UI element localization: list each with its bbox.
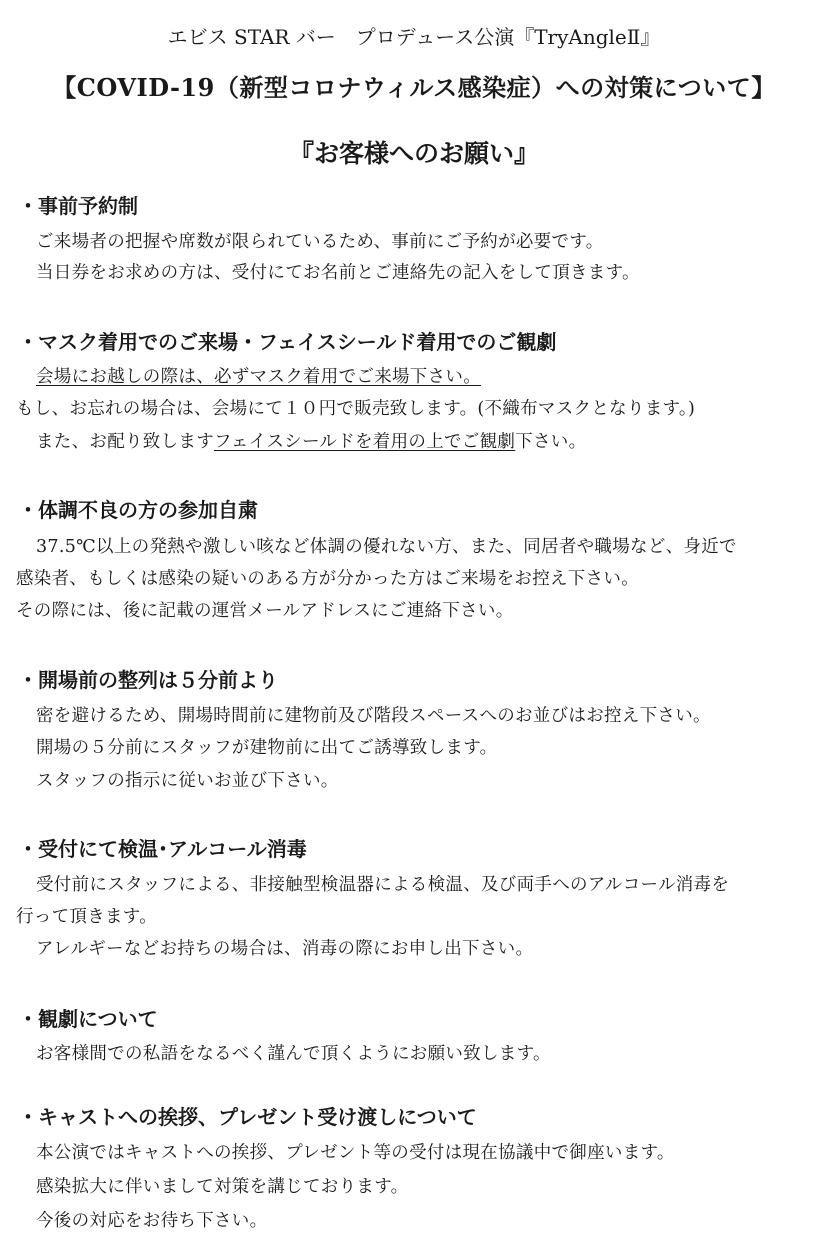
section-line: その際には、後に記載の運営メールアドレスにご連絡下さい。 [16,601,514,621]
underlined-line: 会場にお越しの際は、必ずマスク着用でご来場下さい。 [36,367,481,387]
section-heading: ・マスク着用でのご来場・フェイスシールド着用でのご観劇 [18,330,557,354]
section-line: 受付前にスタッフによる、非接触型検温器による検温、及び両手へのアルコール消毒を [36,875,730,895]
section-line: 本公演ではキャストへの挨拶、プレゼント等の受付は現在協議中で御座います。 [36,1143,675,1163]
section-heading: ・観劇について [18,1007,158,1031]
section-heading: ・キャストへの挨拶、プレゼント受け渡しについて [18,1105,477,1129]
section-heading: ・事前予約制 [18,194,138,218]
section-line: 感染者、もしくは感染の疑いのある方が分かった方はご来場をお控え下さい。 [16,569,639,589]
line-text: 下さい。 [515,432,587,452]
page-subtitle: 『お客様へのお願い』 [288,139,539,168]
event-caption: エビス STAR バー プロデュース公演『TryAngleⅡ』 [167,25,661,49]
section-heading: ・体調不良の方の参加自粛 [18,498,258,522]
section-line: 当日券をお求めの方は、受付にてお名前とご連絡先の記入をして頂きます。 [36,263,640,283]
section-line [36,428,586,453]
section-line: お客様間での私語をなるべく謹んで頂くようにお願い致します。 [36,1044,551,1064]
underlined-text: フェイスシールドを着用の上でご観劇 [214,432,516,452]
section-line: 開場の５分前にスタッフが建物前に出てご誘導致します。 [36,738,498,758]
section-line: アレルギーなどお持ちの場合は、消毒の際にお申し出下さい。 [36,939,534,959]
section-line: 37.5℃以上の発熱や激しい咳など体調の優れない方、また、同居者や職場など、身近で [36,537,737,557]
page-title: 【COVID-19（新型コロナウィルス感染症）への対策について】 [52,73,776,102]
section-line: 密を避けるため、開場時間前に建物前及び階段スペースへのお並びはお控え下さい。 [36,706,711,726]
section-line: ご来場者の把握や席数が限られているため、事前にご予約が必要です。 [36,232,604,252]
section-line: 行って頂きます。 [16,907,157,927]
section-line: スタッフの指示に従いお並び下さい。 [36,771,339,791]
section-heading: ・受付にて検温･アルコール消毒 [18,837,307,861]
section-line: もし、お忘れの場合は、会場にて１０円で販売致します。(不織布マスクとなります。) [16,399,696,419]
section-line: 感染拡大に伴いまして対策を講じております。 [36,1177,409,1197]
section-heading: ・開場前の整列は５分前より [18,668,278,692]
line-text: また、お配り致します [36,432,214,452]
section-line: 今後の対応をお待ち下さい。 [36,1211,268,1231]
